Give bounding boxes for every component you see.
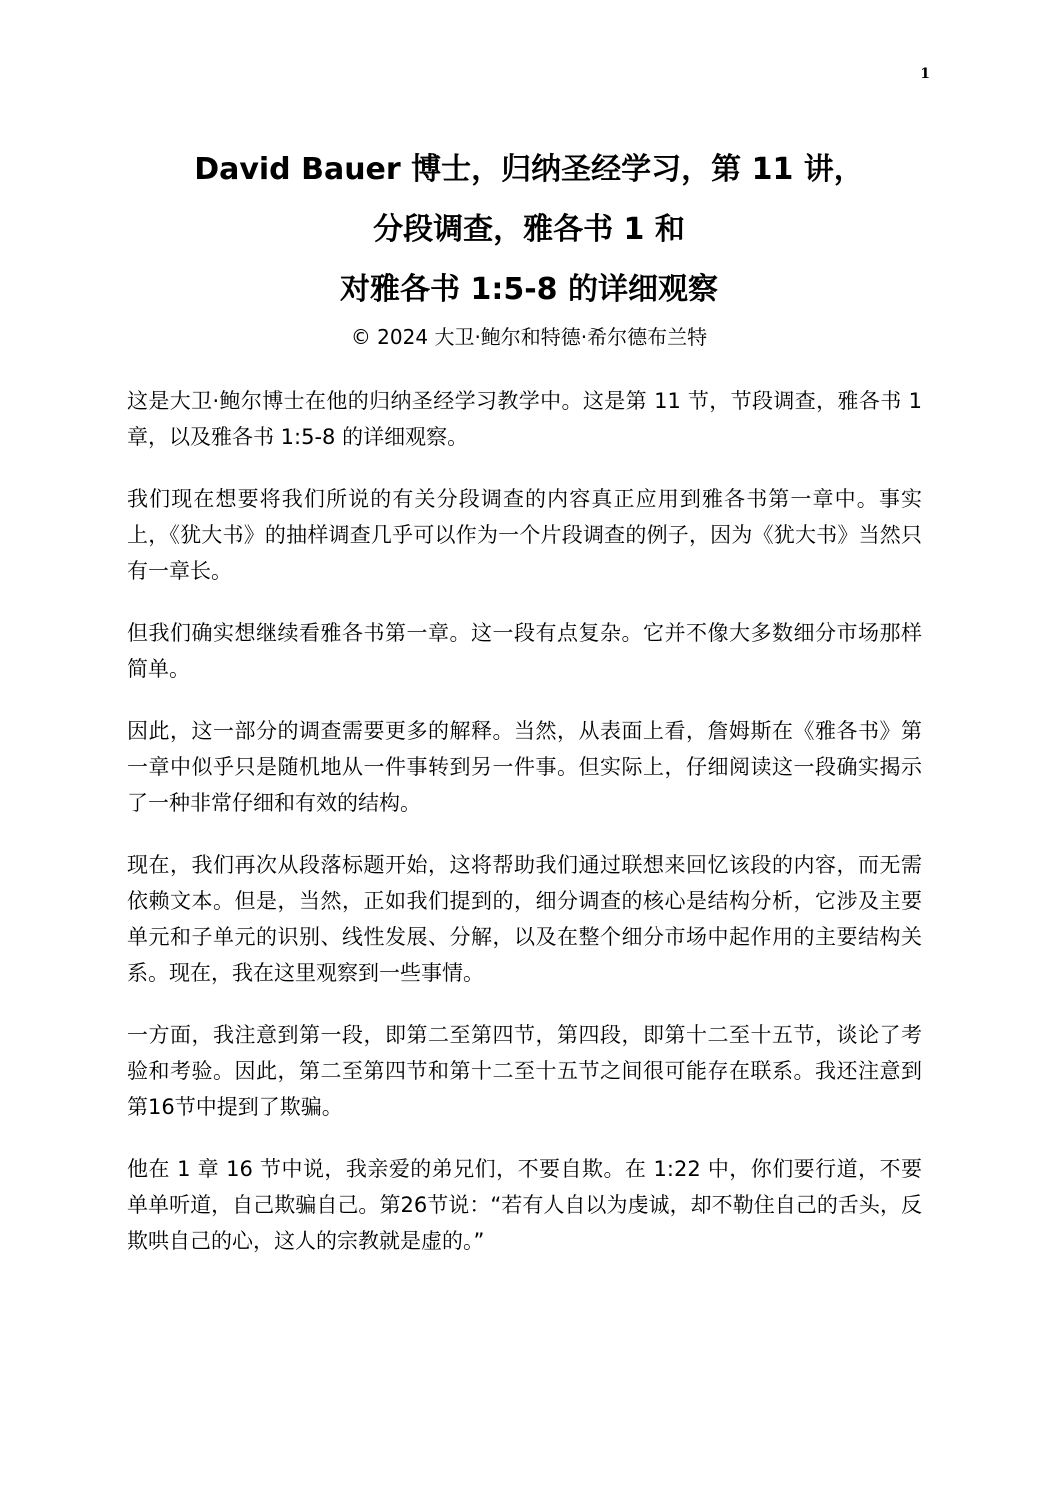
- title-line-3: 对雅各书 1:5-8 的详细观察: [340, 272, 718, 307]
- paragraph: 这是大卫·鲍尔博士在他的归纳圣经学习教学中。这是第 11 节，节段调查，雅各书 1 章，以及雅各书 1:5-8 的详细观察。: [127, 389, 922, 449]
- paragraph: 因此，这一部分的调查需要更多的解释。当然，从表面上看，詹姆斯在《雅各书》第一章中似乎只是随机地从一件事转到另一件事。但实际上，仔细阅读这一段确实揭示了一种非常仔细和有效的结构。: [127, 719, 922, 815]
- copyright-line: © 2024 大卫·鲍尔和特德·希尔德布兰特: [350, 325, 708, 349]
- paragraph: 但我们确实想继续看雅各书第一章。这一段有点复杂。它并不像大多数细分市场那样简单。: [127, 621, 922, 681]
- paragraph: 我们现在想要将我们所说的有关分段调查的内容真正应用到雅各书第一章中。事实上，《犹大书》的抽样调查几乎可以作为一个片段调查的例子，因为《犹大书》当然只有一章长。: [127, 487, 922, 583]
- title-line-1: David Bauer 博士，归纳圣经学习，第 11 讲，: [194, 152, 864, 187]
- paragraph: 一方面，我注意到第一段，即第二至第四节，第四段，即第十二至十五节，谈论了考验和考验。因此，第二至第四节和第十二至十五节之间很可能存在联系。我还注意到第16节中提到了欺骗。: [127, 1023, 922, 1119]
- document-title-block: [100, 140, 958, 354]
- page-number: 1: [920, 66, 930, 82]
- paragraph: 他在 1 章 16 节中说，我亲爱的弟兄们，不要自欺。在 1:22 中，你们要行道，不要单单听道，自己欺骗自己。第26节说：“若有人自以为虔诚，却不勒住自己的舌头，反欺哄自己的心，这人的宗教就是虚的。”: [127, 1157, 922, 1253]
- body-text: [127, 383, 922, 1285]
- title-line-2: 分段调查，雅各书 1 和: [373, 212, 685, 247]
- paragraph: 现在，我们再次从段落标题开始，这将帮助我们通过联想来回忆该段的内容，而无需依赖文本。但是，当然，正如我们提到的，细分调查的核心是结构分析，它涉及主要单元和子单元的识别、线性发展、分解，以及在整个细分市场中起作用的主要结构关系。现在，我在这里观察到一些事情。: [127, 853, 922, 985]
